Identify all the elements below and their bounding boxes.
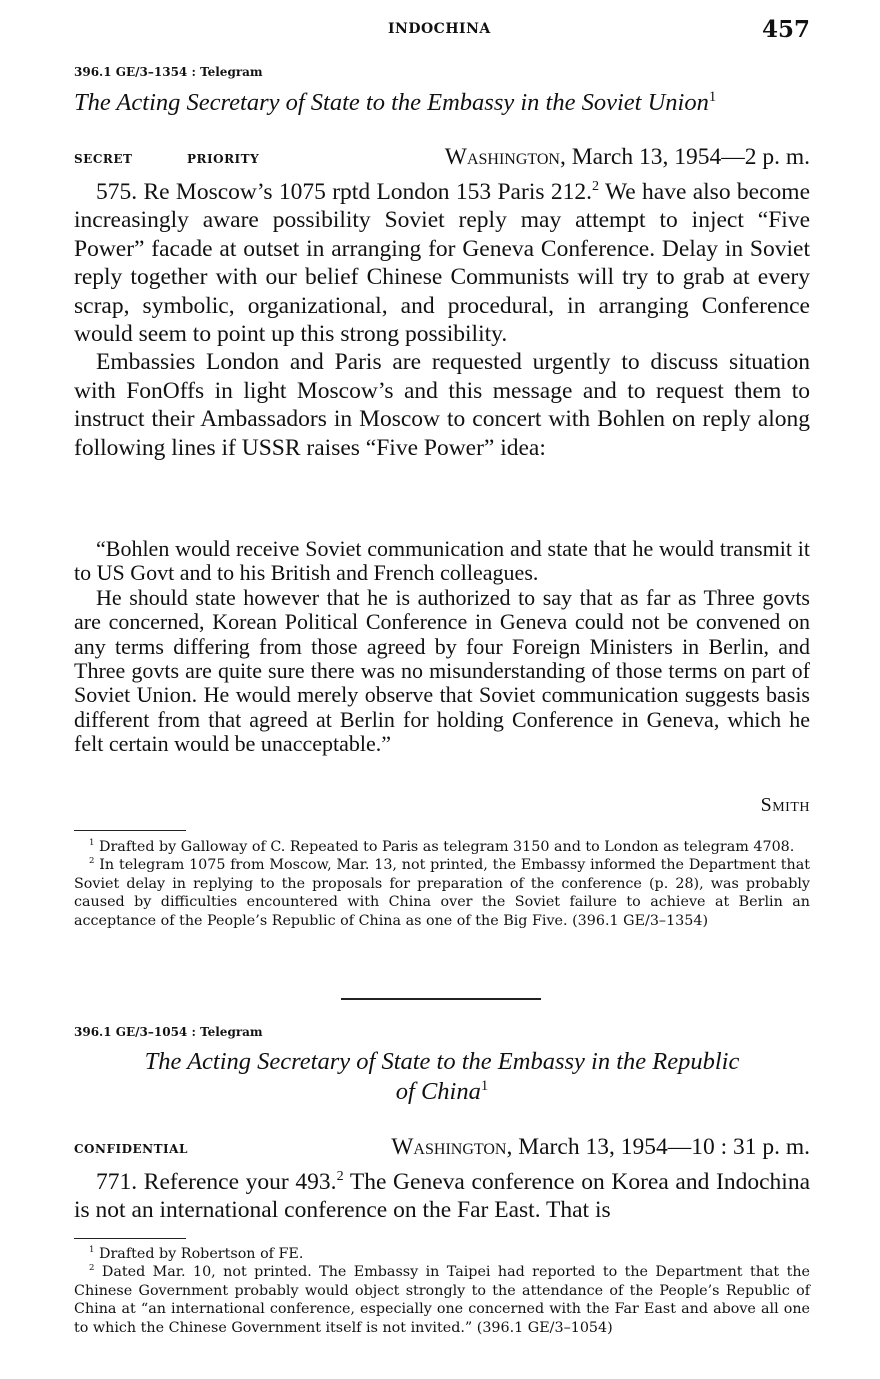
doc2-paragraph-1-rest: The Geneva conference on Korea and Indochina is not an international conference on the Far East. That is (74, 1169, 810, 1224)
doc1-quote-paragraph-1: “Bohlen would receive Soviet communication and state that he would transmit it to US Govt and to his British and French colleagues. (74, 536, 810, 586)
doc1-paragraph-2: Embassies London and Paris are requested urgently to discuss situation with FonOffs in light Moscow’s and this message and to request them to instruct their Ambassadors in Moscow to concert with Bohlen on reply along following lines if USSR raises “Five Power” idea: (74, 349, 810, 461)
doc1-dateline (74, 144, 810, 174)
doc2-heading-footnote-ref: 1 (480, 1077, 489, 1094)
doc1-heading-text: The Acting Secretary of State to the Embassy in the Soviet Union (74, 89, 709, 116)
doc1-footnote-rule (74, 830, 186, 831)
doc2-footnote-rule (74, 1238, 186, 1239)
doc2-dateline (74, 1134, 810, 1164)
doc1-quoted-text (74, 537, 810, 757)
doc2-heading-line-2-wrap (74, 1077, 810, 1107)
doc1-footnote-2-mark: 2 (89, 856, 95, 867)
doc2-footnote-1-mark: 1 (89, 1245, 95, 1256)
doc2-footnote-ref-2: 2 (336, 1168, 344, 1185)
doc1-date-time: March 13, 1954—2 p. m. (565, 144, 810, 170)
doc1-footnote-1-mark: 1 (89, 838, 95, 849)
doc1-classification-priority: PRIORITY (187, 152, 260, 166)
page-number: 457 (761, 16, 810, 43)
doc2-footnote-2-text: Dated Mar. 10, not printed. The Embassy in Taipei had reported to the Department that the Chinese Government probably would object strongly to the attendance of the People’s Republic of China at “an international conference, especially one concerned with the Far East and above all one to which the Chinese Government itself is not invited.” (396.1 GE/3–1054) (74, 1264, 810, 1336)
doc2-paragraph-1 (74, 1168, 810, 1225)
doc2-paragraph-1-start: 771. Reference your 493. (96, 1169, 337, 1195)
doc1-place-date (445, 144, 810, 171)
doc2-footnote-1 (74, 1245, 810, 1263)
doc1-footnote-1 (74, 838, 810, 856)
doc2-place: Washington, (391, 1134, 513, 1160)
doc1-signature: Smith (760, 794, 810, 816)
doc1-footnote-1-text: Drafted by Galloway of C. Repeated to Paris as telegram 3150 and to London as telegram 4708. (94, 839, 795, 855)
doc2-footnotes (74, 1245, 810, 1337)
doc2-footnote-2 (74, 1263, 810, 1337)
doc2-place-date (391, 1134, 810, 1161)
doc2-body (74, 1168, 810, 1225)
doc1-classification-secret: SECRET (74, 152, 133, 166)
doc1-footnote-ref-2: 2 (591, 178, 600, 195)
doc1-footnotes (74, 838, 810, 930)
running-head-title: INDOCHINA (388, 21, 491, 37)
doc1-paragraph-1-rest: We have also become increasingly aware possibility Soviet reply may attempt to inject “Five Power” facade at outset in arranging for Geneva Conference. Delay in Soviet reply together with our belief Chinese Communists will try to grab at every scrap, symbolic, organizational, and procedural, in arranging Conference would seem to point up this strong possibility. (74, 179, 810, 348)
doc1-place: Washington, (444, 144, 566, 170)
doc2-file-number: 396.1 GE/3–1054 : Telegram (74, 1025, 263, 1039)
doc2-heading-line-1: The Acting Secretary of State to the Embassy in the Republic (144, 1048, 740, 1075)
doc1-file-number: 396.1 GE/3–1354 : Telegram (74, 65, 263, 79)
doc1-heading (74, 88, 810, 118)
doc2-footnote-2-mark: 2 (89, 1263, 95, 1274)
doc1-paragraph-1 (74, 178, 810, 348)
doc2-classification: CONFIDENTIAL (74, 1142, 188, 1156)
doc2-heading-line-2: of China (395, 1078, 481, 1105)
doc2-heading (74, 1047, 810, 1107)
document-separator (341, 998, 541, 1000)
doc1-quote-paragraph-2: He should state however that he is authorized to say that as far as Three govts are concerned, Korean Political Conference in Geneva could not be convened on any terms differing from those agreed by four Foreign Ministers in Berlin, and Three govts are quite sure there was no misunderstanding of those terms on part of Soviet Union. He would merely observe that Soviet communication suggests basis different from that agreed at Berlin for holding Conference in Geneva, which he felt certain would be unacceptable.” (74, 584, 810, 757)
doc2-date-time: March 13, 1954—10 : 31 p. m. (512, 1134, 810, 1160)
doc1-heading-footnote-ref: 1 (708, 88, 717, 105)
doc1-body (74, 178, 810, 462)
doc1-paragraph-1-start: 575. Re Moscow’s 1075 rptd London 153 Paris 212. (96, 179, 592, 205)
running-head (74, 18, 810, 44)
doc1-footnote-2-text: In telegram 1075 from Moscow, Mar. 13, not printed, the Embassy informed the Department that Soviet delay in replying to the proposals for preparation of the conference (p. 28), was probably caused by difficulties encountered with China over the Soviet failure to achieve at Berlin an acceptance of the People’s Republic of China as one of the Big Five. (396.1 GE/3–1354) (74, 857, 810, 929)
doc2-footnote-1-text: Drafted by Robertson of FE. (94, 1246, 304, 1262)
doc1-footnote-2 (74, 856, 810, 930)
